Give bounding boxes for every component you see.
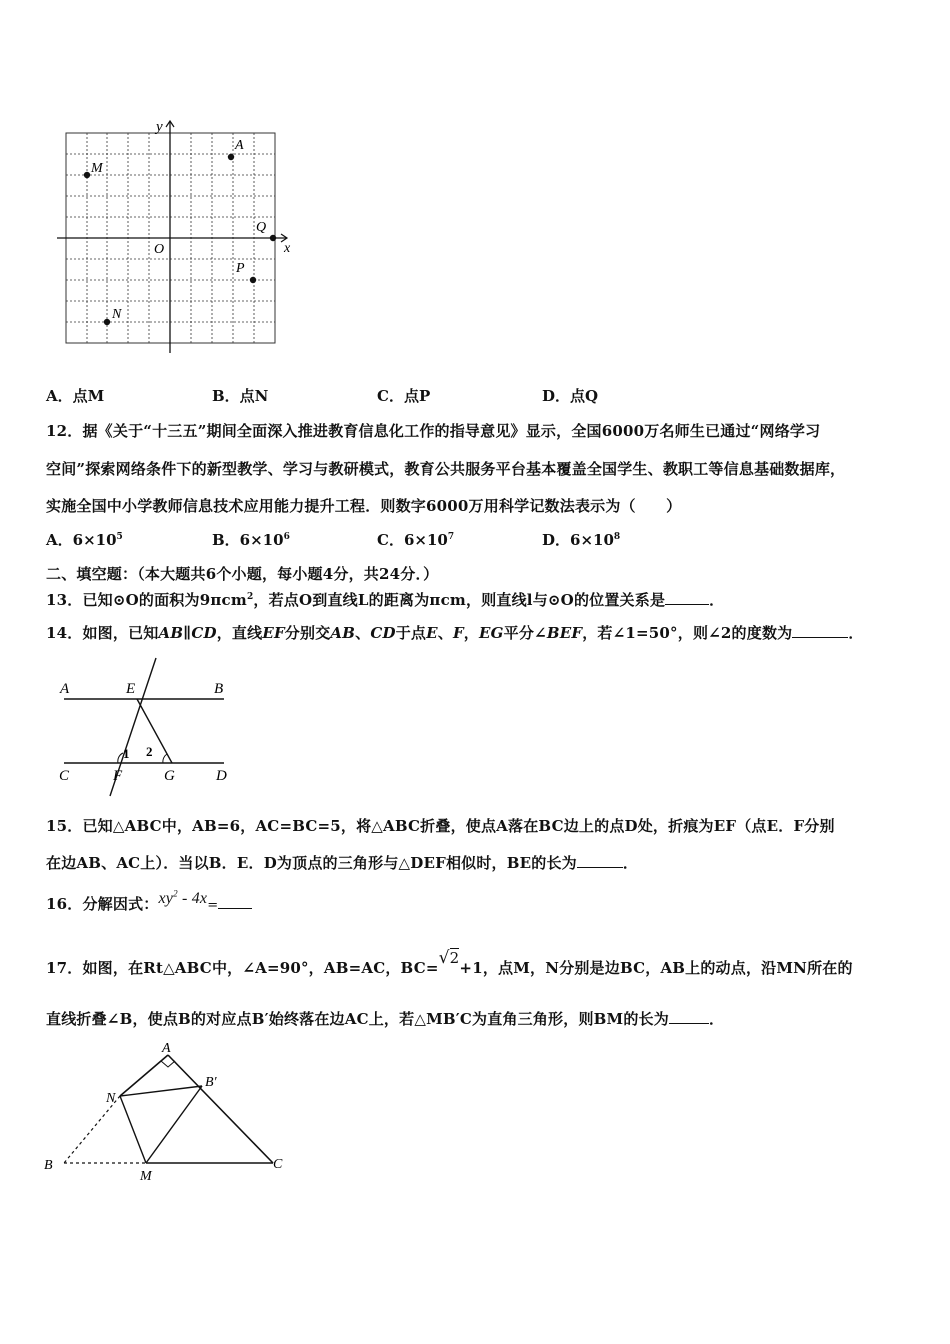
q11-option-d[interactable]: D．点Q xyxy=(542,387,599,405)
fig14-label-b: B xyxy=(214,681,224,697)
section2-heading: 二、填空题：（本大题共6个小题，每小题4分，共24分．） xyxy=(46,565,439,583)
fig14-angle2: 2 xyxy=(146,744,153,759)
q17-text-b: +1，点M，N分别是边BC，AB上的动点，沿MN所在的 xyxy=(459,959,853,977)
point-q-label: Q xyxy=(256,220,267,235)
fig17-label-c: C xyxy=(273,1157,283,1172)
point-n-label: N xyxy=(112,307,122,322)
fig14-angle1: 1 xyxy=(123,746,130,761)
q16-expr-b: - 4x xyxy=(177,890,208,907)
point-m-label: M xyxy=(91,161,103,176)
q16-answer-blank[interactable] xyxy=(218,894,252,909)
point-p-label: P xyxy=(236,261,245,276)
q14-bef: BEF xyxy=(546,624,583,642)
q15-text-line2 xyxy=(46,852,638,873)
q11-option-a[interactable]: A．点M xyxy=(46,387,105,405)
q12-option-c-label: C．6×10 xyxy=(377,531,448,549)
q17-text-a: 17．如图，在Rt△ABC中，∠A=90°，AB=AC，BC= xyxy=(46,959,439,977)
q11-option-b[interactable]: B．点N xyxy=(212,387,269,405)
q12-option-d[interactable] xyxy=(542,529,620,550)
fig14-label-d: D xyxy=(216,768,227,784)
fig14-label-a: A xyxy=(60,681,70,697)
fig17-label-m: M xyxy=(140,1169,152,1182)
q12-option-b[interactable] xyxy=(212,529,290,550)
q13-answer-blank[interactable] xyxy=(665,590,709,605)
q17-sqrt-value: 2 xyxy=(449,949,460,967)
q13-text-a: 13．已知⊙O的面积为9πcm xyxy=(46,591,247,609)
q17-text-line2a: 直线折叠∠B，使点B的对应点B′始终落在边AC上，若△MB′C为直角三角形，则BM的长为 xyxy=(46,1010,669,1028)
q14-ab: AB xyxy=(158,624,184,642)
q12-option-a[interactable] xyxy=(46,529,123,550)
q12-text-line2: 空间”探索网络条件下的新型教学、学习与教研模式，教育公共服务平台基本覆盖全国学生、教职工等信息基础数据库， xyxy=(46,460,846,478)
q14-cd: CD xyxy=(191,624,217,642)
q15-end: ． xyxy=(622,854,639,872)
q14-t5: 于点 xyxy=(395,624,427,642)
fig14-label-f: F xyxy=(113,768,123,784)
q14-t6: 、 xyxy=(437,624,453,642)
q17-sqrt: √2 xyxy=(438,948,460,968)
q13-text-b: ，若点O到直线L的距离为πcm，则直线l与⊙O的位置关系是 xyxy=(253,591,666,609)
q14-t3: 分别交 xyxy=(284,624,331,642)
fig14-label-g: G xyxy=(164,768,175,784)
q14-t4: 、 xyxy=(355,624,371,642)
q14-parallel-lines-figure xyxy=(50,652,240,800)
fig14-label-e: E xyxy=(126,681,136,697)
fig17-label-n: N xyxy=(106,1091,116,1106)
q11-coordinate-figure xyxy=(55,115,300,355)
q12-option-a-label: A．6×10 xyxy=(46,531,117,549)
q14-t1: 14．如图，已知 xyxy=(46,624,159,642)
q14-parallel: ∥ xyxy=(183,624,192,642)
q14-text xyxy=(46,622,864,643)
q12-option-b-exp: 6 xyxy=(283,532,290,542)
q13-text xyxy=(46,589,724,610)
q14-t9: ，若∠1=50°，则∠2的度数为 xyxy=(582,624,793,642)
fig17-label-b-prime: B′ xyxy=(205,1075,217,1090)
q17-end: ． xyxy=(708,1010,725,1028)
q14-end: ． xyxy=(848,624,864,642)
q14-t2: ，直线 xyxy=(216,624,263,642)
q12-option-c-exp: 7 xyxy=(447,532,455,542)
q16-equals: = xyxy=(207,898,219,913)
q16-expression xyxy=(158,890,207,907)
q14-t8: 平分∠ xyxy=(503,624,547,642)
fig14-label-c: C xyxy=(59,768,70,784)
q13-end: ． xyxy=(709,591,725,609)
q14-cd2: CD xyxy=(370,624,396,642)
q12-option-d-exp: 8 xyxy=(613,532,621,542)
q16-expr-sup: 2 xyxy=(173,888,178,899)
q16-expr-a: xy xyxy=(158,890,174,907)
q14-ab2: AB xyxy=(330,624,356,642)
q14-eg: EG xyxy=(479,624,504,642)
q12-option-b-label: B．6×10 xyxy=(212,531,284,549)
q17-answer-blank[interactable] xyxy=(669,1009,709,1024)
q12-text-line1: 12．据《关于“十三五”期间全面深入推进教育信息化工作的指导意见》显示，全国6000万名师生已通过“网络学习 xyxy=(46,422,821,440)
q12-option-d-label: D．6×10 xyxy=(542,531,614,549)
point-a-label: A xyxy=(235,138,244,153)
y-axis-label: y xyxy=(156,119,163,135)
q15-text-line2a: 在边AB、AC上）．当以B．E．D为顶点的三角形与△DEF相似时，BE的长为 xyxy=(46,854,577,872)
fig17-label-a: A xyxy=(162,1041,171,1056)
q15-text-line1: 15．已知△ABC中，AB=6，AC=BC=5，将△ABC折叠，使点A落在BC边上的点D处，折痕为EF（点E．F分别 xyxy=(46,817,835,835)
q16-text xyxy=(46,888,252,914)
origin-label: O xyxy=(154,242,165,257)
q14-ef: EF xyxy=(262,624,285,642)
q14-answer-blank[interactable] xyxy=(792,623,848,638)
q12-option-c[interactable] xyxy=(377,529,454,550)
q14-t7: ， xyxy=(463,624,479,642)
q13-sup: 2 xyxy=(246,592,254,602)
q14-pf: F xyxy=(452,624,464,642)
q14-pe: E xyxy=(426,624,438,642)
q12-text-line3: 实施全国中小学教师信息技术应用能力提升工程．则数字6000万用科学记数法表示为（ ） xyxy=(46,497,682,515)
q17-triangle-figure xyxy=(40,1040,290,1182)
q16-prefix: 16．分解因式： xyxy=(46,895,159,913)
q17-text-line2 xyxy=(46,1008,724,1029)
q11-option-c[interactable]: C．点P xyxy=(377,387,431,405)
fig17-label-b: B xyxy=(44,1158,53,1173)
q17-text-line1 xyxy=(46,948,853,978)
q12-option-a-exp: 5 xyxy=(116,532,123,542)
q15-answer-blank[interactable] xyxy=(577,853,623,868)
x-axis-label: x xyxy=(284,241,291,256)
